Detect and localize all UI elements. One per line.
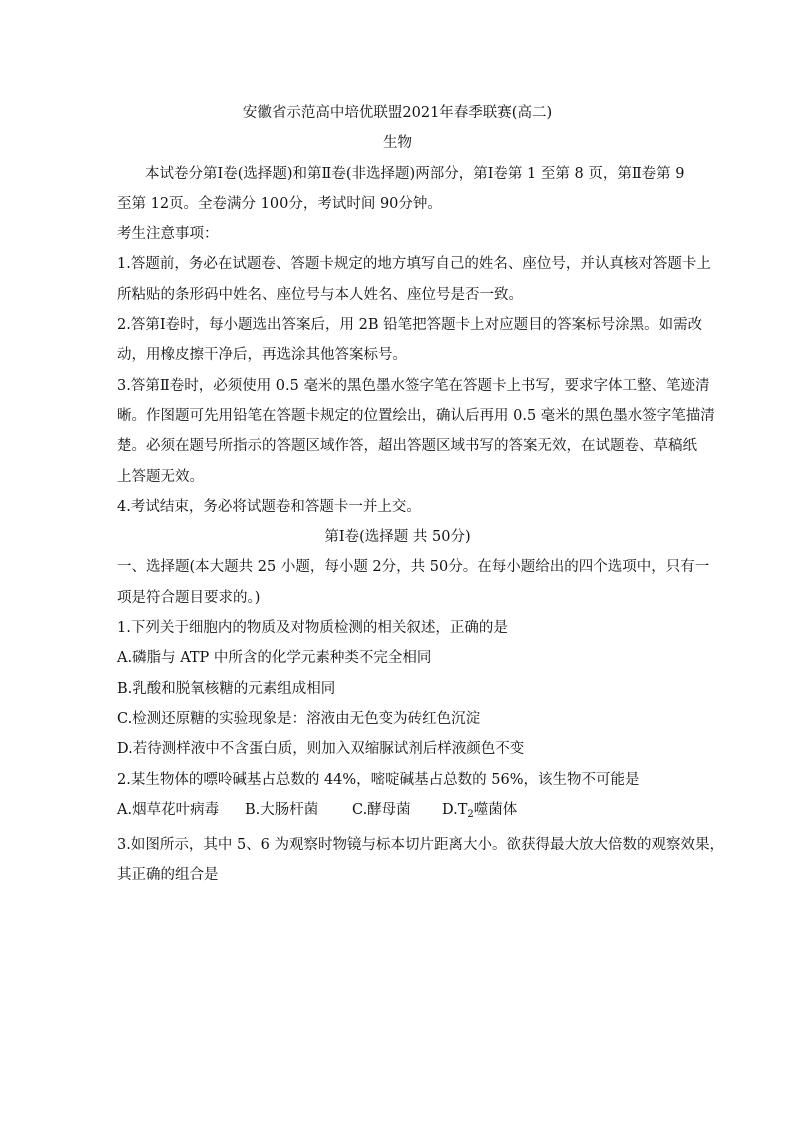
question-1-stem: 1.下列关于细胞内的物质及对物质检测的相关叙述，正确的是 xyxy=(117,620,508,637)
notice-item-3-line-4: 上答题无效。 xyxy=(117,468,204,485)
part1-instruction-line-1: 一、选择题(本大题共 25 小题，每小题 2分，共 50分。在每小题给出的四个选项中，只有一 xyxy=(117,559,710,576)
question-2-stem: 2.某生物体的嘌呤碱基占总数的 44%，嘧啶碱基占总数的 56%，该生物不可能是 xyxy=(117,771,640,788)
question-2-option-c: C.酵母菌 xyxy=(352,801,411,818)
exam-title: 安徽省示范高中培优联盟2021年春季联赛(高二) xyxy=(242,105,553,121)
notice-item-3-line-3: 楚。必须在题号所指示的答题区域作答，超出答题区域书写的答案无效，在试题卷、草稿纸 xyxy=(117,438,697,455)
notice-item-1-line-2: 所粘贴的条形码中姓名、座位号与本人姓名、座位号是否一致。 xyxy=(117,286,523,303)
question-2-option-b: B.大肠杆菌 xyxy=(245,801,319,818)
notice-item-2-line-2: 动，用橡皮擦干净后，再选涂其他答案标号。 xyxy=(117,347,407,364)
notice-item-3-line-2: 晰。作图题可先用铅笔在答题卡规定的位置绘出，确认后再用 0.5 毫米的黑色墨水签字笔描清 xyxy=(117,407,715,424)
part1-heading: 第Ⅰ卷(选择题 共 50分) xyxy=(324,529,471,546)
question-2-option-a: A.烟草花叶病毒 xyxy=(117,801,220,818)
part1-instruction-line-2: 项是符合题目要求的。) xyxy=(117,589,261,606)
notice-heading: 考生注意事项： xyxy=(117,226,219,243)
question-1-option-a: A.磷脂与 ATP 中所含的化学元素种类不完全相同 xyxy=(117,650,432,667)
notice-item-2-line-1: 2.答第Ⅰ卷时，每小题选出答案后，用 2B 铅笔把答题卡上对应题目的答案标号涂黑。如需改 xyxy=(117,317,703,334)
question-1-option-d: D.若待测样液中不含蛋白质，则加入双缩脲试剂后样液颜色不变 xyxy=(117,741,525,758)
intro-line-2: 至第 12页。全卷满分 100分，考试时间 90分钟。 xyxy=(117,195,442,212)
question-2-option-d xyxy=(442,795,517,830)
question-2-option-d-prefix: D.T xyxy=(442,801,468,818)
question-1-option-b: B.乳酸和脱氧核糖的元素组成相同 xyxy=(117,680,336,697)
subject-title: 生物 xyxy=(383,135,412,152)
question-2-option-d-subscript: 2 xyxy=(467,808,474,820)
question-2-option-d-suffix: 噬菌体 xyxy=(473,801,518,818)
question-1-option-c: C.检测还原糖的实验现象是：溶液由无色变为砖红色沉淀 xyxy=(117,710,481,727)
question-3-line-1: 3.如图所示，其中 5、6 为观察时物镜与标本切片距离大小。欲获得最大放大倍数的观察效果， xyxy=(117,837,724,854)
question-3-line-2: 其正确的组合是 xyxy=(117,867,219,884)
notice-item-3-line-1: 3.答第Ⅱ卷时，必须使用 0.5 毫米的黑色墨水签字笔在答题卡上书写，要求字体工整、笔迹清 xyxy=(117,377,710,394)
intro-line-1: 本试卷分第Ⅰ卷(选择题)和第Ⅱ卷(非选择题)两部分，第Ⅰ卷第 1 至第 8 页，第Ⅱ卷第 9 xyxy=(145,165,685,182)
notice-item-4-line-1: 4.考试结束，务必将试题卷和答题卡一并上交。 xyxy=(117,498,421,515)
notice-item-1-line-1: 1.答题前，务必在试题卷、答题卡规定的地方填写自己的姓名、座位号，并认真核对答题卡上 xyxy=(117,256,711,273)
question-2-options xyxy=(117,795,678,830)
